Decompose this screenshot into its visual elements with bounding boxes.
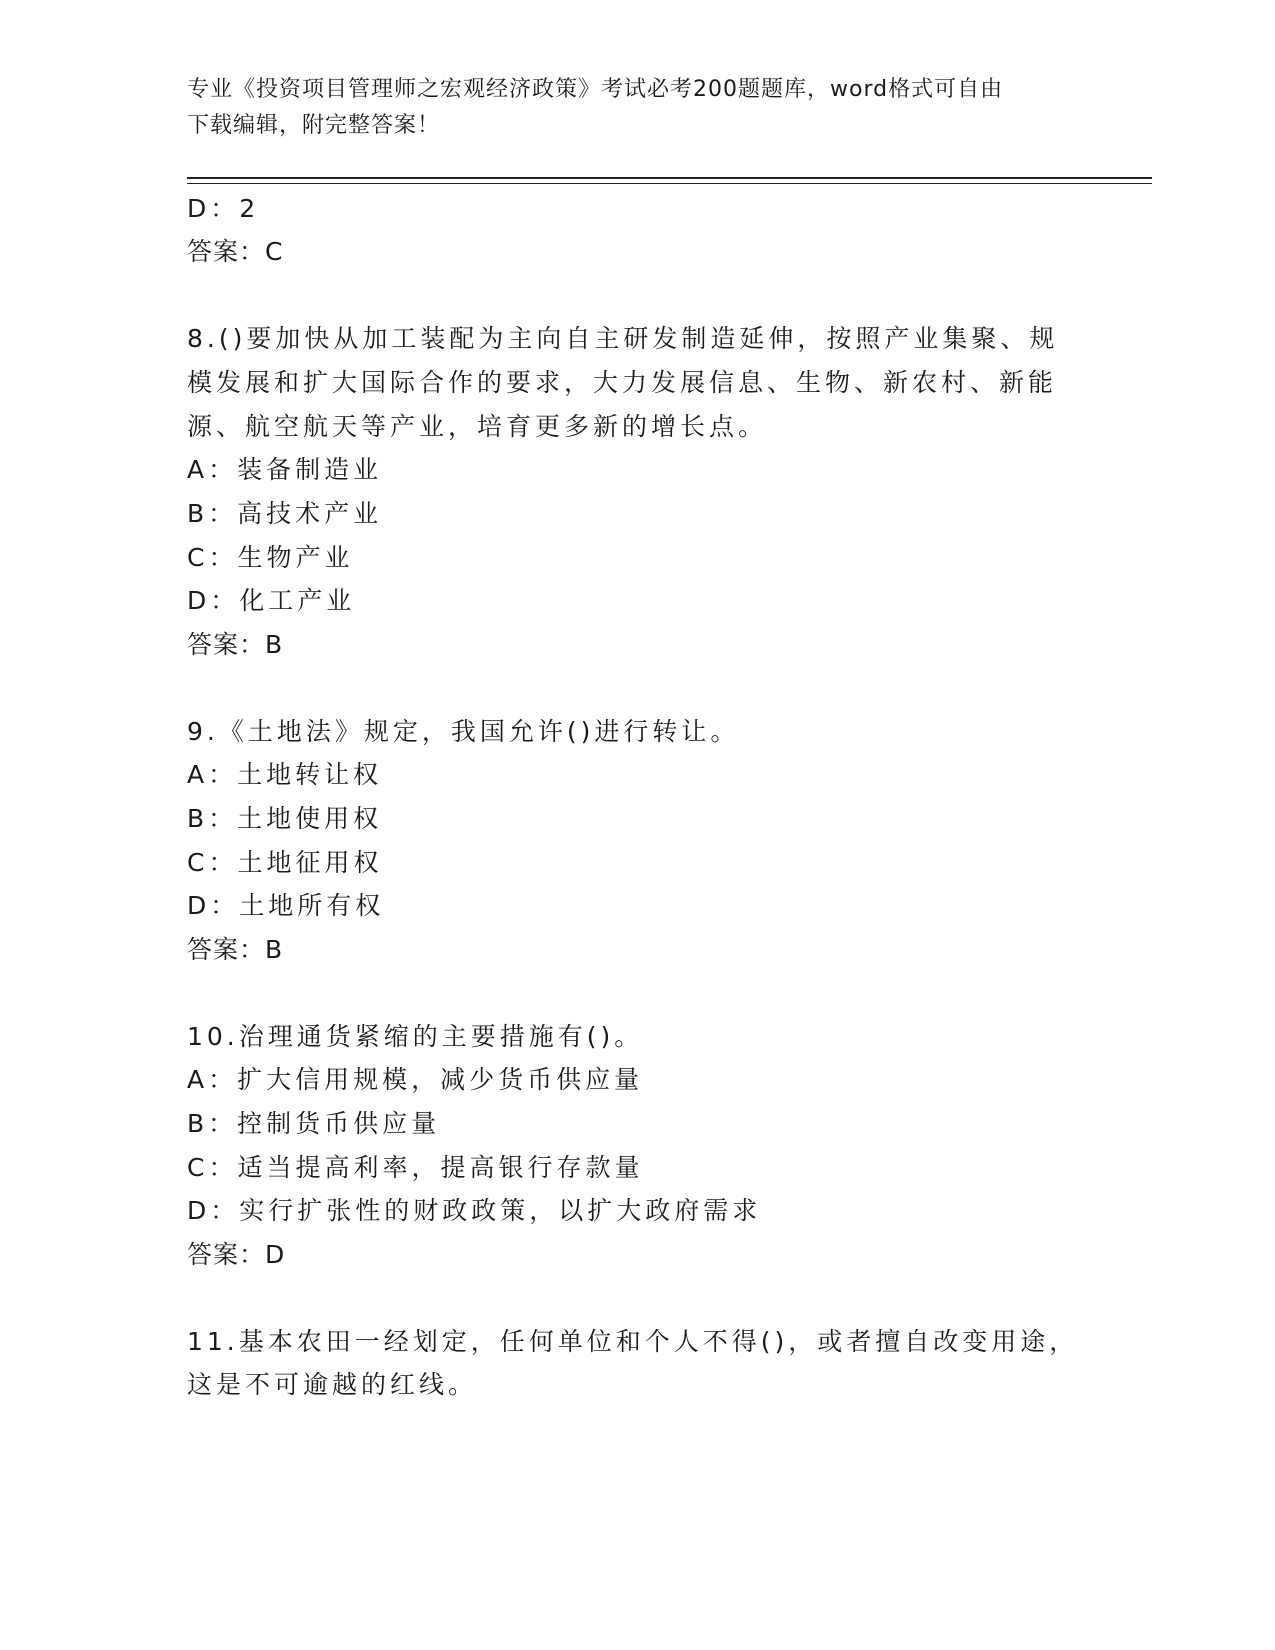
header-line-1: 专业《投资项目管理师之宏观经济政策》考试必考200题题库，word格式可自由 <box>187 77 1004 102</box>
answer-line: 答案：D <box>187 1240 286 1269</box>
option-c: C：生物产业 <box>187 543 354 572</box>
option-b: B：高技术产业 <box>187 499 383 528</box>
option-c: C：适当提高利率，提高银行存款量 <box>187 1153 644 1182</box>
question-11-text-2: 这是不可逾越的红线。 <box>187 1370 478 1399</box>
question-8-text-2: 模发展和扩大国际合作的要求，大力发展信息、生物、新农村、新能 <box>187 368 1058 397</box>
question-9-text: 9.《土地法》规定，我国允许()进行转让。 <box>187 717 740 746</box>
option-d: D：实行扩张性的财政政策，以扩大政府需求 <box>187 1196 762 1225</box>
question-11-text-1: 11.基本农田一经划定，任何单位和个人不得()，或者擅自改变用途， <box>187 1327 1079 1356</box>
document-header <box>187 72 1067 144</box>
option-a: A：装备制造业 <box>187 455 383 484</box>
answer-line: 答案：B <box>187 630 284 659</box>
option-a: A：土地转让权 <box>187 760 383 789</box>
answer-line: 答案：B <box>187 935 284 964</box>
question-10-text: 10.治理通货紧缩的主要措施有()。 <box>187 1022 644 1051</box>
question-8-text-1: 8.()要加快从加工装配为主向自主研发制造延伸，按照产业集聚、规 <box>187 324 1059 353</box>
option-b: B：控制货币供应量 <box>187 1109 441 1138</box>
option-d: D：2 <box>187 194 260 223</box>
header-divider-thick <box>187 177 1152 179</box>
answer-line: 答案：C <box>187 237 284 266</box>
option-d: D：土地所有权 <box>187 891 385 920</box>
header-line-2: 下载编辑，附完整答案！ <box>187 113 441 138</box>
option-a: A：扩大信用规模，减少货币供应量 <box>187 1065 644 1094</box>
option-c: C：土地征用权 <box>187 848 383 877</box>
header-divider-thin <box>187 183 1152 184</box>
option-b: B：土地使用权 <box>187 804 383 833</box>
question-8-text-3: 源、航空航天等产业，培育更多新的增长点。 <box>187 412 768 441</box>
option-d: D：化工产业 <box>187 586 356 615</box>
